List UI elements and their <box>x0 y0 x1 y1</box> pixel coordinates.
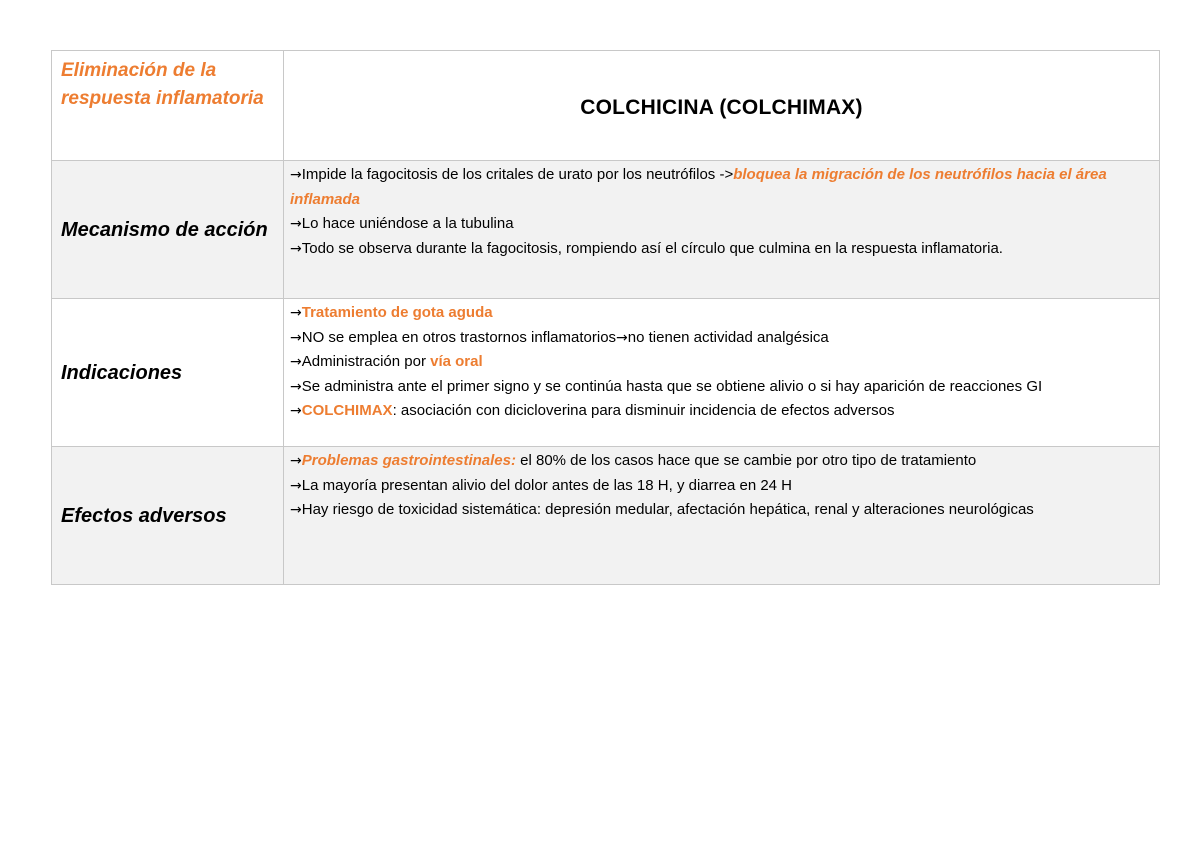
section-category-title: Eliminación de la respuesta inflamatoria <box>52 51 284 161</box>
mecanismo-content <box>284 161 1160 299</box>
highlight-text: COLCHIMAX <box>301 402 393 419</box>
efectos-line-3: →Hay riesgo de toxicidad sistemática: depresión medular, afectación hepática, renal y alteraciones neurológicas <box>290 501 1034 518</box>
arrow-icon: → <box>290 167 302 183</box>
efectos-line-1: →Problemas gastrointestinales: el 80% de los casos hace que se cambie por otro tipo de tratamiento <box>290 452 977 469</box>
highlight-text: Tratamiento de gota aguda <box>301 304 493 321</box>
indicaciones-line-4: →Se administra ante el primer signo y se continúa hasta que se obtiene alivio o si hay aparición de reacciones GI <box>290 377 1043 395</box>
arrow-icon: → <box>290 240 302 257</box>
colchicina-table <box>51 50 1160 585</box>
highlight-text: Problemas gastrointestinales: <box>301 452 516 469</box>
mecanismo-label: Mecanismo de acción <box>52 161 284 299</box>
indicaciones-label: Indicaciones <box>52 299 284 447</box>
mecanismo-row <box>52 161 1160 299</box>
indicaciones-line-1 <box>290 301 1153 326</box>
efectos-line-2: →La mayoría presentan alivio del dolor antes de las 18 H, y diarrea en 24 H <box>290 476 793 494</box>
drug-title: COLCHICINA (COLCHIMAX) <box>284 51 1160 161</box>
mecanismo-line-3: →Todo se observa durante la fagocitosis, rompiendo así el círculo que culmina en la respuesta inflamatoria. <box>290 239 1003 257</box>
arrow-icon: → <box>616 329 628 346</box>
indicaciones-line-5: →COLCHIMAX: asociación con dicicloverina para disminuir incidencia de efectos adversos <box>290 402 895 419</box>
arrow-icon: → <box>290 502 302 518</box>
header-row <box>52 51 1160 161</box>
indicaciones-content <box>284 299 1160 447</box>
indicaciones-line-3: →Administración por vía oral <box>290 353 483 370</box>
mecanismo-line-2: →Lo hace uniéndose a la tubulina <box>290 215 514 232</box>
arrow-icon: → <box>290 216 302 232</box>
arrow-icon: → <box>290 329 302 346</box>
efectos-label: Efectos adversos <box>52 447 284 585</box>
arrow-icon: → <box>290 305 302 321</box>
arrow-icon: → <box>290 453 302 469</box>
indicaciones-line-2: →NO se emplea en otros trastornos inflamatorios→no tienen actividad analgésica <box>290 328 829 346</box>
efectos-content <box>284 447 1160 585</box>
highlight-text: bloquea la migración de los neutrófilos hacia el área inflamada <box>290 166 1107 208</box>
mecanismo-line-1: →Impide la fagocitosis de los critales de urato por los neutrófilos ->bloquea la migración de los neutrófilos hacia el área inflamada <box>290 166 1107 208</box>
arrow-icon: → <box>290 378 302 395</box>
efectos-row <box>52 447 1160 585</box>
arrow-icon: → <box>290 477 302 494</box>
arrow-icon: → <box>290 403 302 419</box>
highlight-text: vía oral <box>430 353 483 370</box>
arrow-icon: → <box>290 354 302 370</box>
indicaciones-row <box>52 299 1160 447</box>
